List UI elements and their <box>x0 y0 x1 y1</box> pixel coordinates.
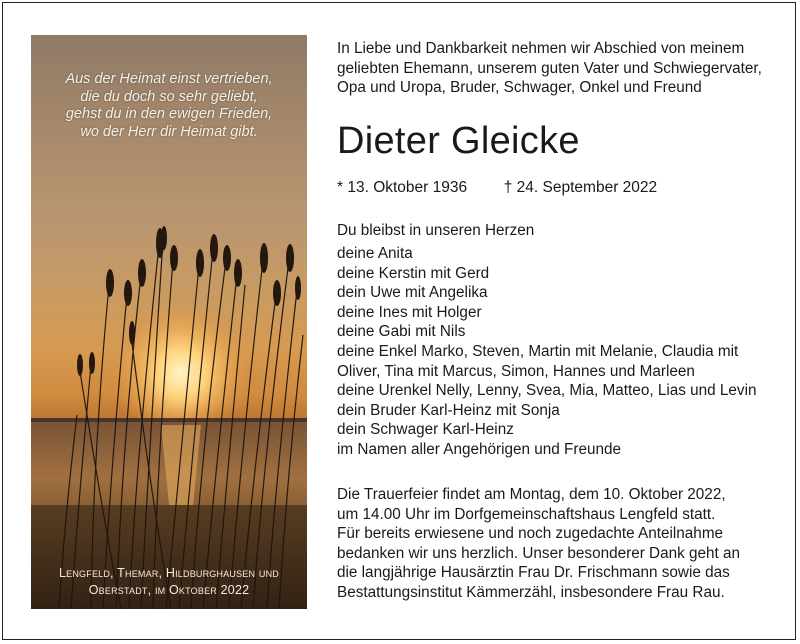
mourner-line: Oliver, Tina mit Marcus, Simon, Hannes und Marleen <box>337 362 695 380</box>
mourners-heading: Du bleibst in unseren Herzen <box>337 222 535 239</box>
notice-line: um 14.00 Uhr im Dorfgemeinschaftshaus Lengfeld statt. <box>337 505 716 523</box>
intro-line: geliebten Ehemann, unserem guten Vater und Schwiegervater, <box>337 59 762 77</box>
mourners-list <box>337 244 756 460</box>
mourner-line: dein Schwager Karl-Heinz <box>337 421 514 439</box>
far-shore <box>31 418 307 422</box>
poem-line: gehst du in den ewigen Frieden, <box>65 106 273 122</box>
mourner-line: deine Kerstin mit Gerd <box>337 264 490 282</box>
mourner-line: deine Anita <box>337 245 413 262</box>
intro-line: In Liebe und Dankbarkeit nehmen wir Abschied von meinem <box>337 40 745 57</box>
poem-line: Aus der Heimat einst vertrieben, <box>65 71 273 87</box>
life-dates <box>337 178 657 198</box>
poem-line: die du doch so sehr geliebt, <box>80 88 258 105</box>
mourner-line: deine Gabi mit Nils <box>337 323 466 341</box>
place-and-date <box>31 565 307 599</box>
mourner-line: deine Ines mit Holger <box>337 303 482 321</box>
deceased-name: Dieter Gleicke <box>337 120 580 162</box>
mourner-line: deine Urenkel Nelly, Lenny, Svea, Mia, Matteo, Lias und Levin <box>337 382 757 400</box>
sunset-reed-photo <box>31 35 307 609</box>
mourner-line: im Namen aller Angehörigen und Freunde <box>337 440 622 458</box>
notice-line: die langjährige Hausärztin Frau Dr. Frischmann sowie das <box>337 564 730 582</box>
mourner-line: dein Bruder Karl-Heinz mit Sonja <box>337 401 560 419</box>
notice-line: bedanken wir uns herzlich. Unser besonderer Dank geht an <box>337 544 741 562</box>
mourner-line: deine Enkel Marko, Steven, Martin mit Melanie, Claudia mit <box>337 342 739 360</box>
notice-line: Bestattungsinstitut Kämmerzähl, insbesondere Frau Rau. <box>337 583 725 601</box>
place-line: Oberstadt, im Oktober 2022 <box>88 583 250 597</box>
notice-line: Für bereits erwiesene und noch zugedachte Anteilnahme <box>337 525 724 543</box>
poem-line: wo der Herr dir Heimat gibt. <box>80 123 258 140</box>
poem <box>31 71 307 141</box>
intro-line: Opa und Uropa, Bruder, Schwager, Onkel und Freund <box>337 79 702 97</box>
notice-line: Die Trauerfeier findet am Montag, dem 10. Oktober 2022, <box>337 486 726 503</box>
birth-date: * 13. Oktober 1936 <box>337 179 468 196</box>
intro-text <box>337 39 762 98</box>
death-date: † 24. September 2022 <box>503 179 658 196</box>
funeral-notice <box>337 485 740 603</box>
mourner-line: dein Uwe mit Angelika <box>337 284 488 302</box>
place-line: Lengfeld, Themar, Hildburghausen und <box>59 566 279 580</box>
